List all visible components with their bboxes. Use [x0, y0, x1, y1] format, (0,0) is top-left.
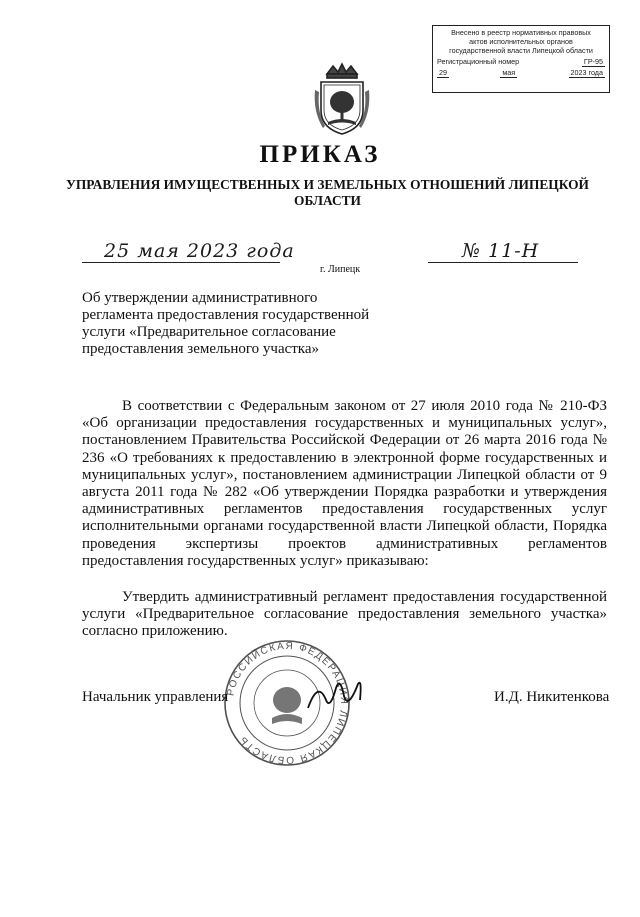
handwritten-signature: [300, 670, 370, 720]
seal-text: РОССИЙСКАЯ ФЕДЕРАЦИЯ ЛИПЕЦКАЯ ОБЛАСТЬ: [225, 640, 350, 766]
registry-month: мая: [502, 67, 516, 77]
body-paragraph-2: Утвердить административный регламент предоставления государственной услуги «Предварительное согласование предоставления земельного участка» согласно приложению.: [82, 589, 607, 640]
handwritten-date: 25 мая 2023 года: [104, 240, 295, 262]
registry-number-row: [437, 57, 605, 67]
registry-stamp: [432, 25, 610, 93]
registry-line-1: Внесено в реестр нормативных правовых: [451, 28, 591, 37]
city-label: г. Липецк: [320, 264, 361, 275]
registry-date-row: [437, 68, 605, 78]
registry-number-label: Регистрационный номер: [437, 56, 520, 66]
date-underline: [82, 262, 280, 263]
body-paragraph-1: В соответствии с Федеральным законом от 27 июля 2010 года № 210-ФЗ «Об организации предоставления государственных и муниципальных услуг», постановлением Правительства Российской Федерации от 26 марта 2016 года № 236 «О требованиях к предоставлению в электронной форме государственных и муниципальных услуг», постановлением администрации Липецкой области от 9 августа 2011 года № 282 «Об утверждении Порядка разработки и утверждения административных регламентов предоставления государственных услуг исполнительными органами государственной власти Липецкой области, Порядка проведения экспертизы проектов административных регламентов предоставления государственных услуг» приказываю:: [82, 398, 607, 569]
registry-line-2: актов исполнительных органов: [469, 37, 573, 47]
coat-of-arms-icon: [313, 62, 371, 138]
number-underline: [428, 262, 578, 263]
registry-line-3: государственной власти Липецкой области: [449, 46, 593, 56]
document-subject: Об утверждении административного регламента предоставления государственной услуги «Предварительное согласование предоставления земельного участка»: [82, 290, 370, 357]
document-subtitle: УПРАВЛЕНИЯ ИМУЩЕСТВЕННЫХ И ЗЕМЕЛЬНЫХ ОТНОШЕНИЙ ЛИПЕЦКОЙ ОБЛАСТИ: [66, 177, 589, 208]
registry-day: 29: [439, 67, 447, 77]
signature-position: Начальник управления: [82, 689, 229, 705]
document-title: ПРИКАЗ: [259, 141, 381, 168]
registry-number: ГР-95: [583, 56, 603, 66]
handwritten-number: № 11-Н: [462, 240, 540, 262]
registry-year: 2023 года: [570, 67, 603, 77]
signatory-name: И.Д. Никитенкова: [494, 689, 610, 705]
